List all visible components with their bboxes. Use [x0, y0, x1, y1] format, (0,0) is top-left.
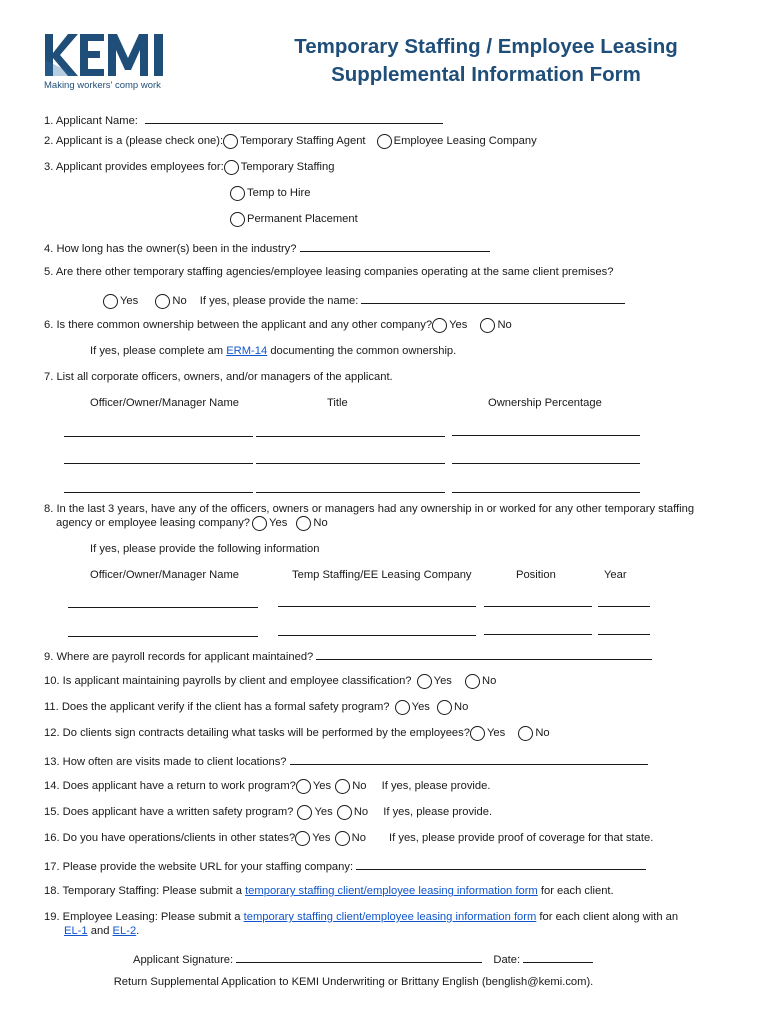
prior-officer-name-field[interactable] [68, 607, 258, 608]
applicant-name-field[interactable] [145, 112, 443, 124]
followup-text: If yes, please complete am [90, 345, 227, 357]
question-12-label: 12. Do clients sign contracts detailing what tasks will be performed by the employees? [44, 727, 470, 739]
radio-q16-no[interactable] [335, 831, 350, 846]
el-2-link[interactable]: EL-2 [112, 925, 137, 937]
option-label: Temporary Staffing [240, 161, 335, 173]
question-19 [44, 911, 678, 923]
officer-ownership-field[interactable] [452, 492, 640, 493]
signature-row [133, 951, 593, 966]
column-header-name: Officer/Owner/Manager Name [90, 397, 240, 409]
question-8-followup: If yes, please provide the following information [90, 543, 320, 555]
question-2-label: 2. Applicant is a (please check one): [44, 135, 224, 147]
question-19-label: 19. Employee Leasing: Please submit a [44, 911, 244, 923]
question-19-line-2 [64, 925, 139, 937]
question-15-label: 15. Does applicant have a written safety program? [44, 806, 294, 818]
question-7-label: 7. List all corporate officers, owners, and/or managers of the applicant. [44, 371, 393, 383]
option-label: Yes [269, 517, 288, 529]
question-2 [44, 134, 537, 149]
visit-frequency-field[interactable] [290, 753, 648, 765]
connector-text: and [87, 925, 113, 937]
column-header-position: Position [516, 569, 556, 581]
option-label: No [352, 780, 367, 792]
radio-q10-yes[interactable] [417, 674, 432, 689]
question-9 [44, 648, 652, 663]
other-agency-name-field[interactable] [361, 292, 625, 304]
option-label: No [313, 517, 328, 529]
question-15 [44, 805, 492, 820]
radio-q6-yes[interactable] [432, 318, 447, 333]
question-6-label: 6. Is there common ownership between the applicant and any other company? [44, 319, 433, 331]
radio-q5-no[interactable] [155, 294, 170, 309]
option-label: Yes [486, 727, 506, 739]
question-17 [44, 858, 646, 873]
question-4-label: 4. How long has the owner(s) been in the industry? [44, 243, 297, 255]
officer-title-field[interactable] [256, 463, 445, 464]
question-10-label: 10. Is applicant maintaining payrolls by client and employee classification? [44, 675, 412, 687]
question-3 [44, 160, 334, 175]
radio-q15-no[interactable] [337, 805, 352, 820]
question-14-label: 14. Does applicant have a return to work program? [44, 780, 296, 792]
question-7 [44, 371, 393, 383]
option-label: Yes [411, 701, 430, 713]
question-18-label-end: for each client. [537, 885, 614, 897]
question-17-label: 17. Please provide the website URL for your staffing company: [44, 861, 354, 873]
page-title [226, 33, 746, 89]
question-3-option-3 [230, 212, 358, 227]
kemi-logo [44, 32, 172, 94]
question-14-followup: If yes, please provide. [381, 780, 491, 792]
logo-tagline: Making workers' comp work [44, 80, 161, 91]
el-1-link[interactable]: EL-1 [64, 925, 88, 937]
question-5-label: 5. Are there other temporary staffing agencies/employee leasing companies operating at the same client premises? [44, 266, 614, 278]
radio-q11-yes[interactable] [395, 700, 410, 715]
option-label: No [535, 727, 550, 739]
prior-company-field[interactable] [278, 635, 476, 636]
question-16-followup: If yes, please provide proof of coverage for that state. [389, 832, 654, 844]
radio-q12-no[interactable] [518, 726, 533, 741]
option-label: Temporary Staffing Agent [240, 135, 366, 147]
title-line-2: Supplemental Information Form [331, 63, 641, 86]
question-6 [44, 318, 512, 333]
radio-q14-yes[interactable] [296, 779, 311, 794]
option-label: No [172, 295, 187, 307]
info-form-link[interactable]: temporary staffing client/employee leasing information form [243, 911, 537, 923]
question-12 [44, 726, 550, 741]
radio-q12-yes[interactable] [470, 726, 485, 741]
option-label: Permanent Placement [247, 213, 358, 225]
question-3-option-2 [230, 186, 310, 201]
prior-year-field[interactable] [598, 606, 650, 607]
radio-q10-no[interactable] [465, 674, 480, 689]
option-label: Yes [312, 832, 331, 844]
column-header-title: Title [327, 397, 348, 409]
website-url-field[interactable] [356, 858, 646, 870]
question-18-label: 18. Temporary Staffing: Please submit a [44, 885, 246, 897]
radio-temporary-staffing[interactable] [224, 160, 239, 175]
question-6-followup [90, 345, 456, 357]
question-15-followup: If yes, please provide. [383, 806, 493, 818]
radio-q6-no[interactable] [480, 318, 495, 333]
question-8-label: 8. In the last 3 years, have any of the officers, owners or managers had any ownership in or worked for any other temporary staffing [44, 503, 695, 515]
radio-q11-no[interactable] [437, 700, 452, 715]
question-13 [44, 753, 648, 768]
option-label: Temp to Hire [247, 187, 311, 199]
question-5 [44, 266, 613, 278]
officer-name-field[interactable] [64, 492, 253, 493]
date-label: Date: [493, 954, 521, 966]
prior-company-field[interactable] [278, 606, 476, 607]
radio-q8-no[interactable] [296, 516, 311, 531]
option-label: No [353, 806, 369, 818]
officer-name-field[interactable] [64, 463, 253, 464]
question-11 [44, 700, 468, 715]
question-18 [44, 885, 614, 897]
column-header-ownership: Ownership Percentage [488, 397, 602, 409]
footer-note: Return Supplemental Application to KEMI Underwriting or Brittany English (benglish@kemi.com). [113, 976, 594, 988]
payroll-records-field[interactable] [316, 648, 652, 660]
title-line-1: Temporary Staffing / Employee Leasing [294, 35, 678, 58]
option-label: No [497, 319, 512, 331]
prior-position-field[interactable] [484, 606, 592, 607]
question-1 [44, 112, 443, 127]
prior-year-field[interactable] [598, 634, 650, 635]
radio-q15-yes[interactable] [297, 805, 312, 820]
radio-temporary-staffing-agent[interactable] [223, 134, 238, 149]
officer-ownership-field[interactable] [452, 463, 640, 464]
info-form-link[interactable]: temporary staffing client/employee leasing information form [245, 885, 538, 897]
column-header-year: Year [604, 569, 627, 581]
radio-permanent-placement[interactable] [230, 212, 245, 227]
question-5-answers [103, 292, 625, 309]
officer-ownership-field[interactable] [452, 435, 640, 436]
industry-years-field[interactable] [300, 240, 490, 252]
period-text: . [136, 925, 140, 937]
question-9-label: 9. Where are payroll records for applicant maintained? [44, 651, 314, 663]
question-8-line-2 [56, 516, 328, 531]
column-header-company: Temp Staffing/EE Leasing Company [292, 569, 472, 581]
radio-q5-yes[interactable] [103, 294, 118, 309]
question-3-label: 3. Applicant provides employees for: [44, 161, 224, 173]
officer-title-field[interactable] [256, 436, 445, 437]
question-19-label-cont: for each client along with an [536, 911, 679, 923]
radio-q8-yes[interactable] [252, 516, 267, 531]
question-8 [44, 503, 694, 515]
radio-q14-no[interactable] [335, 779, 350, 794]
option-label: No [482, 675, 497, 687]
followup-text: documenting the common ownership. [267, 345, 457, 357]
erm-14-link[interactable]: ERM-14 [226, 345, 268, 357]
signature-label: Applicant Signature: [133, 954, 234, 966]
question-8-label-cont: agency or employee leasing company? [56, 517, 251, 529]
option-label: No [351, 832, 366, 844]
question-4 [44, 240, 490, 255]
officer-title-field[interactable] [256, 492, 445, 493]
option-label: Yes [314, 806, 333, 818]
officer-name-field[interactable] [64, 436, 253, 437]
signature-field[interactable] [236, 951, 482, 963]
question-11-label: 11. Does the applicant verify if the client has a formal safety program? [44, 701, 390, 713]
question-13-label: 13. How often are visits made to client locations? [44, 756, 287, 768]
question-16-label: 16. Do you have operations/clients in other states? [44, 832, 296, 844]
question-5-followup: If yes, please provide the name: [199, 295, 359, 307]
question-14 [44, 779, 490, 794]
prior-officer-name-field[interactable] [68, 636, 258, 637]
option-label: Employee Leasing Company [393, 135, 537, 147]
radio-q16-yes[interactable] [295, 831, 310, 846]
option-label: Yes [433, 675, 452, 687]
column-header-name: Officer/Owner/Manager Name [90, 569, 240, 581]
question-1-label: 1. Applicant Name: [44, 115, 138, 127]
option-label: Yes [449, 319, 468, 331]
radio-employee-leasing-company[interactable] [377, 134, 392, 149]
option-label: Yes [312, 780, 332, 792]
question-16 [44, 831, 653, 846]
prior-position-field[interactable] [484, 634, 592, 635]
question-10 [44, 674, 496, 689]
option-label: No [454, 701, 469, 713]
option-label: Yes [120, 295, 139, 307]
radio-temp-to-hire[interactable] [230, 186, 245, 201]
date-field[interactable] [523, 951, 593, 963]
